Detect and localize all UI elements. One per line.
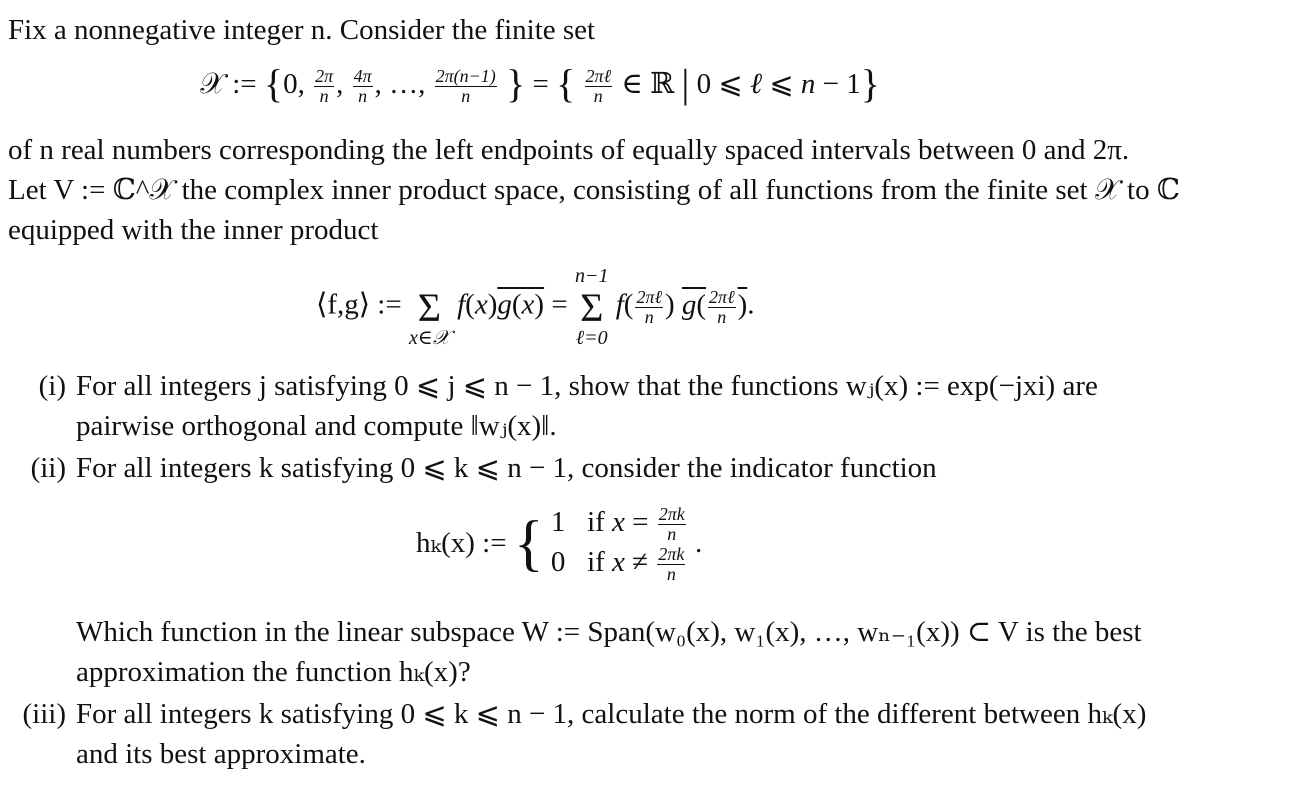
item-i-line-2: pairwise orthogonal and compute ‖wⱼ(x)‖. <box>76 410 557 442</box>
sum2-top: n−1 <box>574 265 609 287</box>
indicator-definition: hₖ(x) := { 1 if x = $\frac{2\pi k}{n}$ 0 if x ≠ $\frac{2\pi k}{n}$ . <box>416 503 703 584</box>
indicator-case-2: 0 if x ≠ $\frac{2\pi k}{n}$ <box>550 543 685 584</box>
item-iii-label: (iii) <box>22 698 66 730</box>
item-iii-line-1: (iii) For all integers k satisfying 0 ⩽ k ⩽ n − 1, calculate the norm of the different between hₖ(x) <box>0 700 1146 729</box>
indicator-case-1: 1 if x = $\frac{2\pi k}{n}$ <box>550 503 685 544</box>
intro-line-2: of n real numbers corresponding the left endpoints of equally spaced intervals between 0 and 2π. <box>8 134 1130 166</box>
item-ii-line-3: approximation the function hₖ(x)? <box>76 656 471 688</box>
set-lhs: 𝒳 := <box>200 68 257 100</box>
inner-product-equation: ⟨f,g⟩ := Σ x∈𝒳 f(x)g(x) = n−1 Σ ℓ=0 f( $\frac{\text{2πℓ}}{n}$ ) g( $\frac{\text{2πℓ}}{n}$ ). <box>316 265 755 349</box>
item-iii-line-2: and its best approximate. <box>76 738 366 770</box>
inner-product-lhs: ⟨f,g⟩ := <box>316 288 402 321</box>
intro-line-1: Fix a nonnegative integer n. Consider the finite set <box>8 14 596 46</box>
sum2-sub: ℓ=0 <box>575 327 608 349</box>
item-i-label: (i) <box>38 370 66 402</box>
intro-line-3: Let V := ℂ^𝒳 the complex inner product space, consisting of all functions from the finite set 𝒳 to ℂ <box>8 174 1180 206</box>
item-i-line-1: (i) For all integers j satisfying 0 ⩽ j ⩽ n − 1, show that the functions wⱼ(x) := exp(−jxi) are <box>0 372 1098 401</box>
item-ii-line-1: (ii) For all integers k satisfying 0 ⩽ k ⩽ n − 1, consider the indicator function <box>0 454 937 483</box>
item-ii-line-2: Which function in the linear subspace W := Span(w₀(x), w₁(x), …, wₙ₋₁(x)) ⊂ V is the best <box>76 616 1142 648</box>
set-equation: 𝒳 := {0, $\frac{2\pi}{n}$ , $\frac{4\pi}{n}$ , …, $\frac{2\pi(n-1)}{n}$ } = { $\frac{\text{2πℓ}}{n}$ ∈ ℝ | 0 ⩽ ℓ ⩽ n − 1} <box>200 61 880 106</box>
item-ii-label: (ii) <box>30 452 66 484</box>
sum1-sub: x∈𝒳 <box>408 327 450 349</box>
intro-line-4: equipped with the inner product <box>8 214 379 246</box>
indicator-lhs: hₖ(x) := <box>416 527 507 560</box>
